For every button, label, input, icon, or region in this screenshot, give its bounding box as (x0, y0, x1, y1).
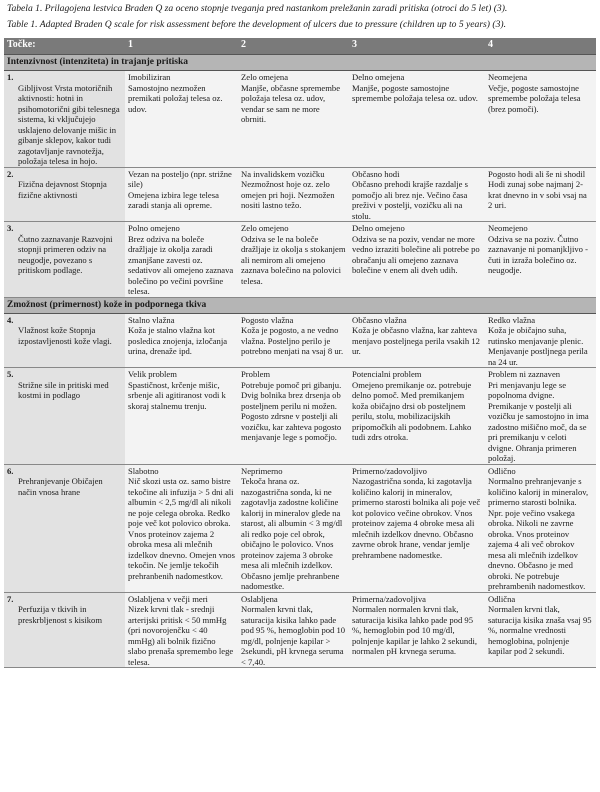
score-description: Nič skozi usta oz. samo bistre tekočine ali infuzija > 5 dni ali albumin < 2,5 mg/dl ali nikoli ne poje celega obroka. Redko poje več kot polovico obroka. Vnos proteinov zajema 2 obroka mesa ali mlečnih izdelkov dnevno. Omejen vnos tekočin. Ne jemlje tekočih prehranbenih nadomestkov. (128, 476, 235, 581)
score-level: Delno omejeno (352, 223, 405, 233)
score-cell-3 (349, 368, 485, 465)
score-cell-2 (238, 222, 349, 298)
section-title: Zmožnost (primernost) kože in podpornega tkiva (4, 297, 596, 313)
braden-q-table (4, 38, 596, 668)
score-level: Problem (241, 369, 271, 379)
criterion-row (4, 167, 596, 222)
score-level: Neprimerno (241, 465, 283, 476)
score-level: Pogosto vlažna (241, 314, 294, 325)
header-score-3: 3 (349, 38, 485, 55)
criterion-label: Fizična dejavnost Stopnja fizične aktivnosti (18, 179, 107, 200)
score-description: Manjše, občasne spremembe položaja telesa oz. udov, vendar se sam ne more obrniti. (241, 82, 341, 124)
score-description: Nazogastrična sonda, ki zagotavlja količino kalorij in mineralov, primerno starosti bolnika ali poje več kot polovico večine obrokov. Vnos proteinov zajema 4 obroke mesa ali mlečnih izdelkov dnevno. Občasno zavrne obrok hrane, vendar jemlje prehrambene nadomestke. (352, 476, 481, 560)
score-cell-3 (349, 167, 485, 222)
criterion-row (4, 71, 596, 168)
score-description: Koža je stalno vlažna kot posledica znojenja, izločanja urina, drenaže ipd. (128, 325, 228, 356)
criterion-number: 2. (7, 168, 14, 179)
criterion-label: Čutno zaznavanje Razvojni stopnji primeren odziv na neugodje, povezano s pritiskom podlage. (18, 233, 113, 275)
score-description: Potrebuje pomoč pri gibanju. Dvig bolnika brez drsenja ob posteljnem perilu ni možen. Pogosto zdrsne v postelji ali vozičku, kar zahteva pogosto menjavanje lege s pomočjo. (241, 379, 342, 442)
score-description: Normalen krvni tlak, saturacija kisika lahko pade pod 95 %, hemoglobin pod 10 mg/dl, polnjenje kapilar > 2sekundi, pH krvnega seruma < 7,40. (241, 604, 346, 667)
score-description: Večje, pogoste samostojne spremembe položaja telesa (brez pomoči). (488, 82, 581, 114)
score-level: Vezan na posteljo (npr. strižne sile) (128, 168, 232, 189)
score-cell-2 (238, 71, 349, 168)
criterion-row (4, 464, 596, 592)
header-row (4, 38, 596, 55)
score-level: Problem ni zaznaven (488, 369, 561, 379)
score-level: Zelo omejena (241, 72, 289, 82)
score-cell-1 (125, 464, 238, 592)
score-description: Pri menjavanju lege se popolnoma dvigne. Premikanje v postelji ali vozičku je samostojno in ima zadostno mišično moč, da se pri premikanju v celoti dvigne. Ohranja primeren položaj. (488, 379, 589, 463)
section-header-row (4, 55, 596, 71)
score-cell-4 (485, 464, 596, 592)
score-description: Tekoča hrana oz. nazogastrična sonda, ki ne zagotavlja zadostne količine kalorij in mineralov glede na starost, ali albumin < 3 mg/dl ali redko poje cel obrok, običajno le polovico. Vnos proteinov zajema 3 obroke mesa ali mlečnih izdelkov. Občasno jemlje prehranbene nadomestke. (241, 476, 343, 591)
score-description: Občasno prehodi krajše razdalje s pomočjo ali brez nje. Večino časa preživi v postelji, vozičku ali na stolu. (352, 179, 468, 221)
score-cell-3 (349, 592, 485, 668)
criterion-label: Strižne sile in pritiski med kostmi in podlago (18, 379, 109, 400)
score-cell-4 (485, 592, 596, 668)
score-cell-4 (485, 313, 596, 368)
score-level: Odlično (488, 465, 516, 476)
score-level: Primerno/zadovoljivo (352, 465, 427, 476)
score-level: Odlična (488, 593, 516, 604)
score-description: Odziva se le na boleče dražljaje iz okolja s stokanjem ali nemirom ali omejeno zaznava bolečino na polovici telesa. (241, 233, 346, 286)
score-cell-4 (485, 368, 596, 465)
score-cell-2 (238, 368, 349, 465)
score-description: Koža je občasno vlažna, kar zahteva menjavo posteljnega perila vsakih 12 ur. (352, 325, 480, 356)
score-level: Pogosto hodi ali še ni shodil (488, 168, 586, 179)
score-cell-3 (349, 71, 485, 168)
score-description: Manjše, pogoste samostojne spremembe položaja telesa oz. udov. (352, 82, 478, 103)
score-cell-2 (238, 592, 349, 668)
criterion-cell (4, 222, 125, 298)
score-level: Stalno vlažna (128, 314, 175, 325)
header-score-2: 2 (238, 38, 349, 55)
section-title: Intenzivnost (intenziteta) in trajanje pritiska (4, 55, 596, 71)
criterion-cell (4, 313, 125, 368)
score-level: Imobiliziran (128, 72, 171, 82)
score-cell-3 (349, 464, 485, 592)
score-description: Omejena izbira lege telesa zaradi stanja ali opreme. (128, 189, 219, 210)
score-cell-2 (238, 313, 349, 368)
criterion-label: Vlažnost kože Stopnja izpostavljenosti kože vlagi. (18, 325, 112, 346)
criterion-number: 7. (7, 593, 14, 604)
criterion-number: 4. (7, 314, 14, 325)
score-cell-3 (349, 313, 485, 368)
score-level: Oslabljena (241, 593, 278, 604)
score-cell-4 (485, 222, 596, 298)
score-description: Brez odziva na boleče dražljaje iz okolja zaradi zmanjšane zavesti oz. sedativov ali omejeno zaznava bolečino po večini površine telesa. (128, 233, 234, 296)
score-cell-1 (125, 592, 238, 668)
criterion-cell (4, 368, 125, 465)
header-points-label: Točke: (4, 38, 125, 55)
criterion-cell (4, 71, 125, 168)
score-level: Primerna/zadovoljiva (352, 593, 426, 604)
score-cell-4 (485, 71, 596, 168)
score-description: Nezmožnost hoje oz. zelo omejen pri hoji. Nezmožen nositi lastno težo. (241, 179, 335, 210)
score-cell-1 (125, 313, 238, 368)
score-level: Delno omejena (352, 72, 405, 82)
score-cell-4 (485, 167, 596, 222)
criterion-row (4, 368, 596, 465)
caption-english: Table 1. Adapted Braden Q scale for risk assessment before the development of ulcers due to pressure (children up to 5 years) (3). (7, 19, 506, 30)
score-description: Odziva se na poziv. Čutno zaznavanje ni pomanjkljivo - čuti in izraža bolečino oz. neugodje. (488, 233, 588, 275)
criterion-number: 6. (7, 465, 14, 476)
score-level: Slabotno (128, 465, 159, 476)
criterion-cell (4, 167, 125, 222)
criterion-cell (4, 464, 125, 592)
score-level: Velik problem (128, 369, 177, 379)
score-description: Nizek krvni tlak - srednji arterijski pritisk < 50 mmHg (pri novorojenčku < 40 mmHg) ali bolnik fizično slabo prenaša spremembo lege telesa. (128, 604, 234, 667)
criterion-label: Perfuzija v tkivih in preskrbljenost s kisikom (18, 604, 103, 625)
criterion-number: 3. (7, 223, 14, 233)
score-cell-1 (125, 222, 238, 298)
score-cell-2 (238, 464, 349, 592)
score-level: Neomejena (488, 72, 528, 82)
score-description: Samostojno nezmožen premikati položaj telesa oz. udov. (128, 82, 223, 114)
score-description: Normalen krvni tlak, saturacija kisika znaša vsaj 95 %, normalne vrednosti hemoglobina, polnjenje kapilar pod 2 sekundi. (488, 604, 592, 656)
criterion-row (4, 222, 596, 298)
score-cell-1 (125, 368, 238, 465)
score-level: Občasno vlažna (352, 314, 407, 325)
score-level: Polno omejeno (128, 223, 180, 233)
score-level: Občasno hodi (352, 168, 400, 179)
score-description: Normalno prehranjevanje s količino kalorij in mineralov, primerno starosti bolnika. Npr. poje večino vsakega obroka. Nikoli ne zavrne obroka. Vnos proteinov zajema 4 ali več obrokov mesa ali mlečnih izdelkov dnevno. Občasno je med obroki. Ne potrebuje prehrambenih nadomestkov. (488, 476, 589, 591)
score-level: Oslabljena v večji meri (128, 593, 208, 604)
criterion-row (4, 313, 596, 368)
score-level: Potencialni problem (352, 369, 422, 379)
score-description: Normalen normalen krvni tlak, saturacija kisika lahko pade pod 95 %, hemoglobin pod 10 mg/dl, polnjenje kapilar je lahko 2 sekundi, normalen pH krvnega seruma. (352, 604, 478, 656)
criterion-number: 5. (7, 369, 14, 379)
criterion-row (4, 592, 596, 668)
score-description: Koža je pogosto, a ne vedno vlažna. Posteljno perilo je potrebno menjati na vsaj 8 ur. (241, 325, 344, 356)
score-level: Na invalidskem vozičku (241, 168, 325, 179)
score-cell-2 (238, 167, 349, 222)
criterion-label: Gibljivost Vrsta motoričnih aktivnosti: hotni in psihomotorični gibi telesnega sistema, ki vključujejo usklajeno delovanje mišic in gibanje sklepov, kakor tudi zagotavljanje ravnotežja, položaja telesa in hojo. (18, 82, 120, 166)
score-cell-1 (125, 167, 238, 222)
score-description: Odziva se na poziv, vendar ne more vedno izraziti bolečine ali potrebe po obračanju ali omejeno zaznava bolečine v enem ali dveh udih. (352, 233, 480, 275)
score-level: Zelo omejeno (241, 223, 289, 233)
score-cell-3 (349, 222, 485, 298)
score-description: Spastičnost, krčenje mišic, srbenje ali agitiranost vodi k skoraj stalnemu trenju. (128, 379, 226, 411)
criterion-cell (4, 592, 125, 668)
criterion-label: Prehranjevanje Običajen način vnosa hrane (18, 476, 103, 497)
score-level: Redko vlažna (488, 314, 536, 325)
caption-slovenian: Tabela 1. Prilagojena lestvica Braden Q za oceno stopnje tveganja pred nastankom preležanin zaradi pritiska (otroci do 5 let) (3). (7, 3, 508, 14)
header-score-1: 1 (125, 38, 238, 55)
score-level: Neomejeno (488, 223, 528, 233)
header-score-4: 4 (485, 38, 596, 55)
criterion-number: 1. (7, 72, 14, 82)
score-description: Koža je običajno suha, rutinsko menjavanje plenic. Menjavanje postljnega perila na 24 ur. (488, 325, 588, 367)
section-header-row (4, 297, 596, 313)
score-description: Omejeno premikanje oz. potrebuje delno pomoč. Med premikanjem koža običajno drsi ob posteljnem perilu, stolu, mobilizacijskih pripomočkih ali podobnem. Lahko tudi zdrs otroka. (352, 379, 472, 442)
score-description: Hodi zunaj sobe najmanj 2-krat dnevno in v sobi vsaj na 2 uri. (488, 179, 587, 210)
score-cell-1 (125, 71, 238, 168)
